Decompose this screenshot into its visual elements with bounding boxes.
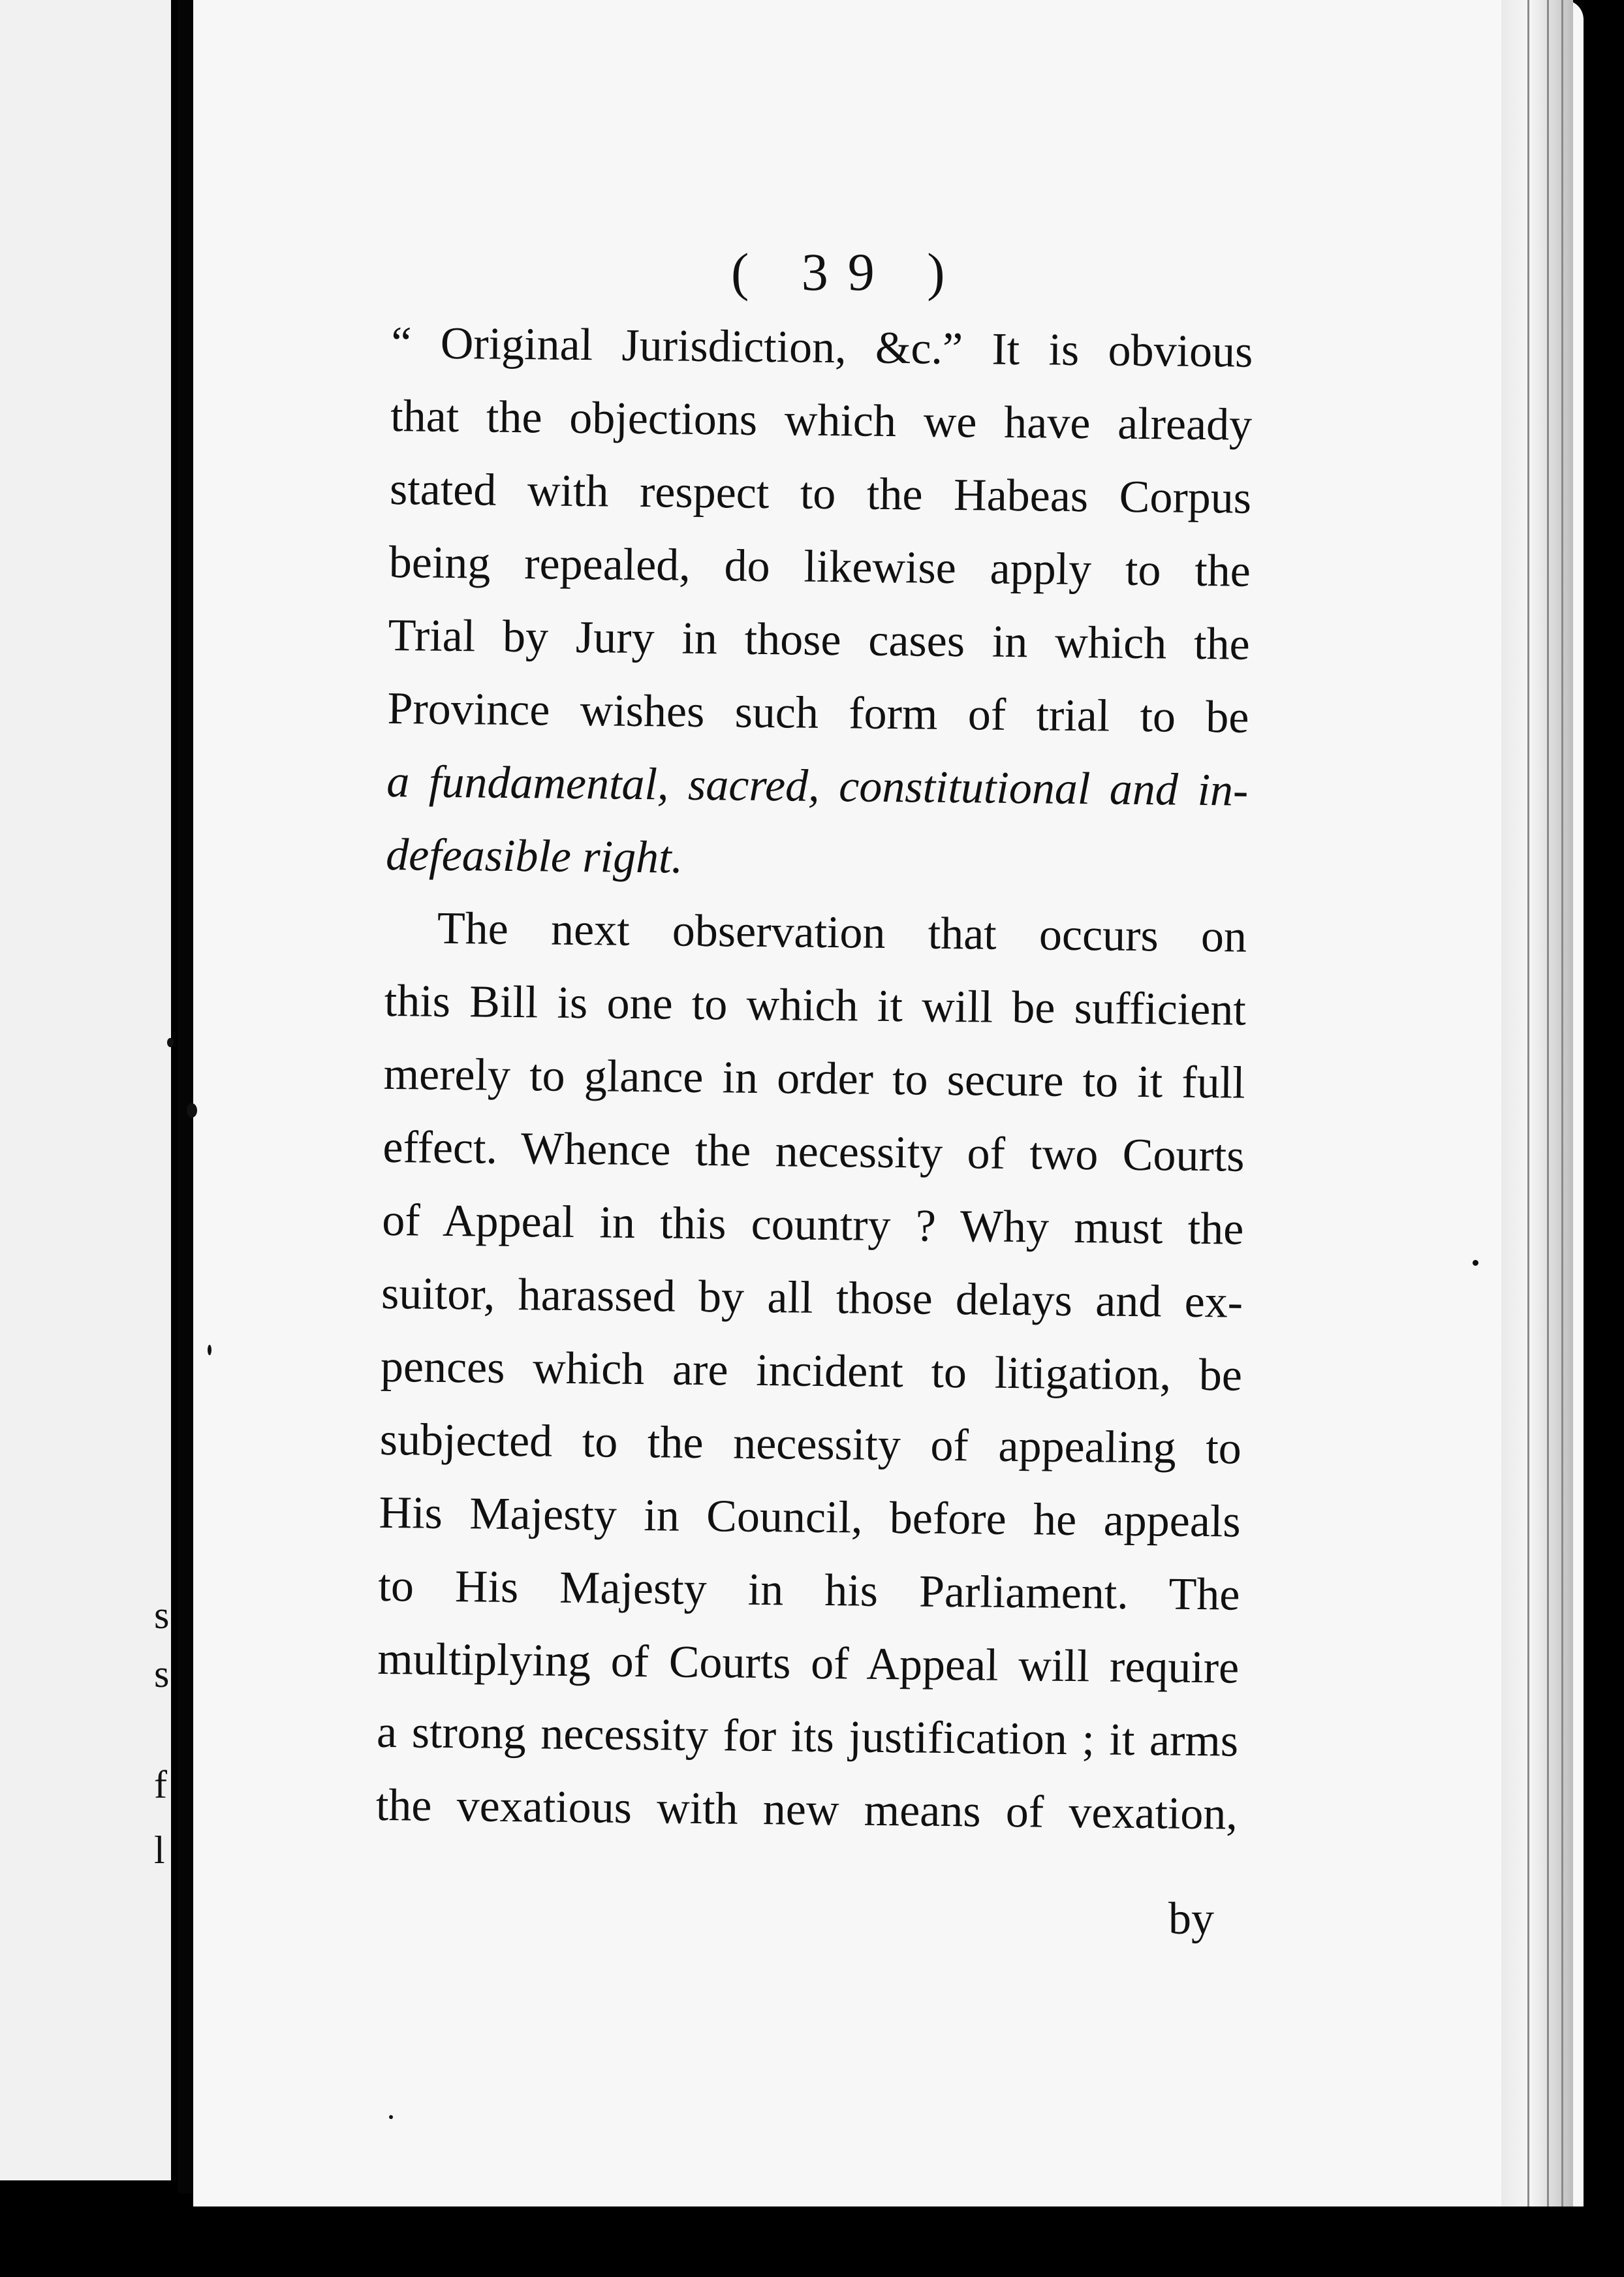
text-line: being repealed, do likewise apply to the (388, 537, 1251, 597)
left-page-edge (0, 0, 171, 2180)
text-line: Province wishes such form of trial to be (387, 683, 1249, 743)
text-line: pences which are incident to litigation, be (380, 1341, 1243, 1401)
text-line: the vexatious with new means of vexation, (375, 1780, 1238, 1840)
ink-speck (389, 2115, 393, 2119)
left-page-fragment: s (154, 1652, 170, 1695)
text-line: suitor, harassed by all those delays and ex- (381, 1268, 1243, 1328)
text-line: this Bill is one to which it will be sufficient (384, 975, 1247, 1035)
text-line: stated with respect to the Habeas Corpus (389, 463, 1252, 524)
page-edge-line (1527, 0, 1529, 2233)
text-line: “ Original Jurisdiction, &c.” It is obvious (391, 317, 1253, 377)
scan-bottom-border (0, 2206, 1624, 2277)
ink-speck (1473, 1260, 1478, 1266)
text-line: multiplying of Courts of Appeal will require (377, 1633, 1240, 1693)
text-line: defeasible right. (385, 829, 683, 883)
text-line: merely to glance in order to secure to it full (383, 1048, 1246, 1108)
text-line: of Appeal in this country ? Why must the (381, 1195, 1244, 1255)
body-text (375, 307, 1253, 1851)
ink-speck (187, 1103, 197, 1118)
text-line: to His Majesty in his Parliament. The (378, 1560, 1240, 1620)
text-line: The next observation that occurs on (437, 903, 1247, 962)
text-line: His Majesty in Council, before he appeals (379, 1487, 1241, 1547)
text-line: a strong necessity for its justification ; it arms (376, 1706, 1239, 1767)
left-page-fragment: f (154, 1763, 167, 1806)
catchword: by (1168, 1894, 1214, 1944)
page-number: ( 39 ) (731, 242, 965, 302)
text-line: Trial by Jury in those cases in which the (388, 610, 1251, 670)
page-stack-edge (1501, 0, 1573, 2233)
text-line: that the objections which we have already (390, 390, 1253, 450)
ink-speck (208, 1345, 211, 1355)
text-line: subjected to the necessity of appealing to (379, 1414, 1242, 1474)
text-line: effect. Whence the necessity of two Courts (383, 1122, 1245, 1182)
text-line: a fundamental, sacred, constitutional and in- (386, 756, 1249, 816)
left-page-fragment: l (154, 1829, 165, 1872)
binding-gutter (178, 0, 192, 2193)
page-edge-line (1561, 0, 1563, 2233)
ink-speck (167, 1038, 174, 1047)
page-edge-line (1547, 0, 1549, 2233)
left-page-fragment: s (154, 1594, 170, 1637)
